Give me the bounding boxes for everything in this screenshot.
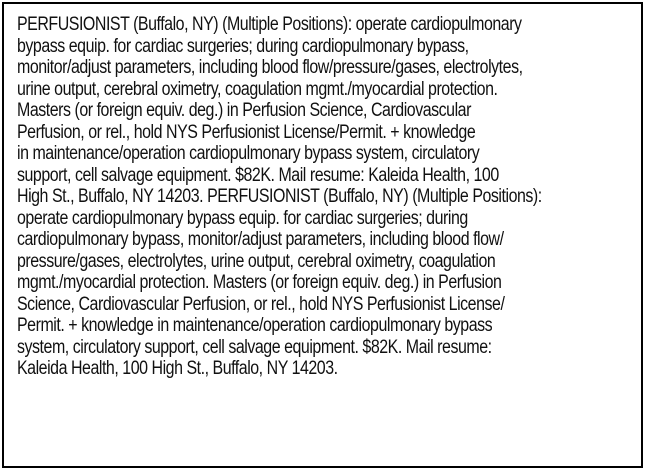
ad-text-line: operate cardiopulmonary bypass equip. for cardiac surgeries; during bbox=[17, 207, 468, 229]
ad-text-line: Perfusion, or rel., hold NYS Perfusionist License/Permit. + knowledge bbox=[17, 121, 476, 143]
ad-text-line: Masters (or foreign equiv. deg.) in Perfusion Science, Cardiovascular bbox=[17, 100, 471, 121]
ad-text-line: pressure/gases, electrolytes, urine output, cerebral oximetry, coagulation bbox=[17, 250, 496, 272]
ad-text-line: Science, Cardiovascular Perfusion, or rel., hold NYS Perfusionist License/ bbox=[17, 293, 505, 315]
ad-text-line: system, circulatory support, cell salvage equipment. $82K. Mail resume: bbox=[17, 336, 492, 358]
ad-text-line: High St., Buffalo, NY 14203. PERFUSIONIST (Buffalo, NY) (Multiple Positions): bbox=[17, 186, 542, 207]
job-ad-box bbox=[2, 2, 643, 468]
ad-text-line: Permit. + knowledge in maintenance/operation cardiopulmonary bypass bbox=[17, 315, 493, 336]
ad-text-line: mgmt./myocardial protection. Masters (or foreign equiv. deg.) in Perfusion bbox=[17, 272, 502, 293]
ad-text-line: urine output, cerebral oximetry, coagulation mgmt./myocardial protection. bbox=[17, 78, 498, 100]
ad-text-line: bypass equip. for cardiac surgeries; during cardiopulmonary bypass, bbox=[17, 35, 469, 57]
ad-text-line: cardiopulmonary bypass, monitor/adjust parameters, including blood flow/ bbox=[17, 229, 504, 250]
ad-text-line: monitor/adjust parameters, including blood flow/pressure/gases, electrolytes, bbox=[17, 57, 523, 78]
ad-text-line: in maintenance/operation cardiopulmonary bypass system, circulatory bbox=[17, 143, 480, 164]
ad-text-line: support, cell salvage equipment. $82K. Mail resume: Kaleida Health, 100 bbox=[17, 164, 499, 186]
ad-text-line: PERFUSIONIST (Buffalo, NY) (Multiple Positions): operate cardiopulmonary bbox=[17, 14, 522, 35]
job-ad-text bbox=[17, 14, 642, 380]
ad-text-line: Kaleida Health, 100 High St., Buffalo, NY 14203. bbox=[17, 358, 338, 379]
